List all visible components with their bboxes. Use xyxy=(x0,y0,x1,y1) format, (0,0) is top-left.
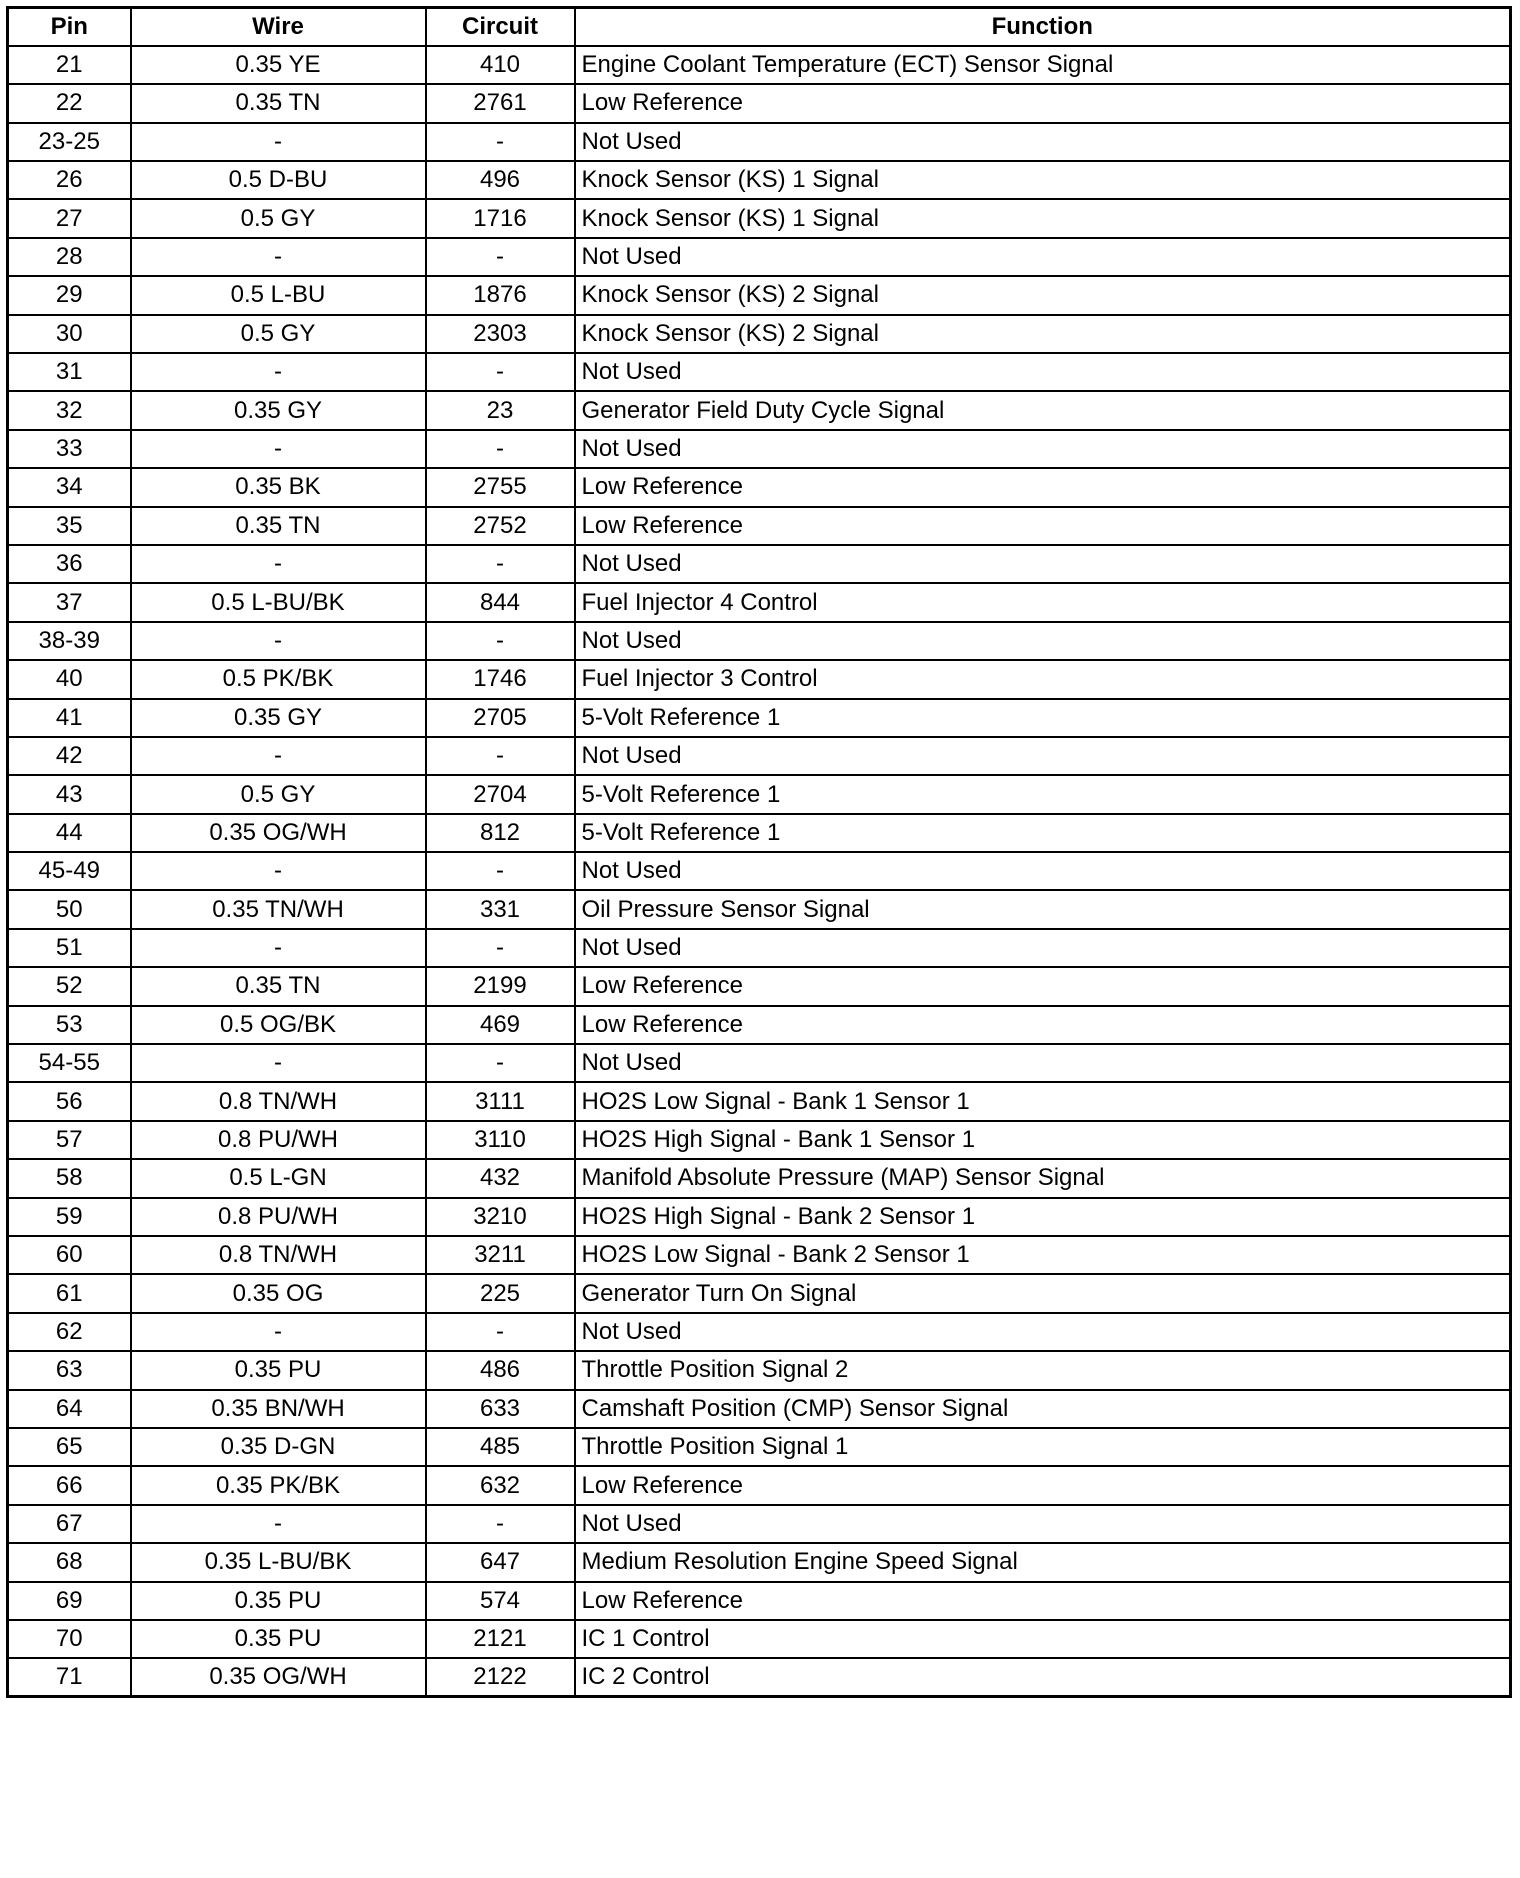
cell-pin: 28 xyxy=(8,238,131,276)
cell-function: Not Used xyxy=(575,430,1511,468)
cell-wire: 0.35 YE xyxy=(131,46,426,84)
cell-circuit: - xyxy=(426,353,575,391)
table-row xyxy=(8,622,1511,660)
cell-pin: 27 xyxy=(8,199,131,237)
table-row xyxy=(8,161,1511,199)
cell-function: Throttle Position Signal 1 xyxy=(575,1428,1511,1466)
cell-wire: - xyxy=(131,353,426,391)
cell-function: Low Reference xyxy=(575,468,1511,506)
cell-circuit: 3210 xyxy=(426,1198,575,1236)
cell-function: HO2S Low Signal - Bank 2 Sensor 1 xyxy=(575,1236,1511,1274)
cell-wire: 0.35 BK xyxy=(131,468,426,506)
cell-pin: 21 xyxy=(8,46,131,84)
cell-circuit: 647 xyxy=(426,1543,575,1581)
cell-pin: 70 xyxy=(8,1620,131,1658)
header-circuit: Circuit xyxy=(426,8,575,46)
table-row xyxy=(8,353,1511,391)
table-row xyxy=(8,929,1511,967)
cell-pin: 57 xyxy=(8,1121,131,1159)
cell-function: Not Used xyxy=(575,545,1511,583)
cell-wire: 0.8 PU/WH xyxy=(131,1198,426,1236)
cell-circuit: 3111 xyxy=(426,1082,575,1120)
cell-circuit: - xyxy=(426,430,575,468)
cell-circuit: 2752 xyxy=(426,507,575,545)
cell-function: Not Used xyxy=(575,353,1511,391)
cell-wire: 0.35 D-GN xyxy=(131,1428,426,1466)
table-header-row xyxy=(8,8,1511,46)
cell-pin: 51 xyxy=(8,929,131,967)
cell-circuit: 574 xyxy=(426,1582,575,1620)
cell-function: IC 2 Control xyxy=(575,1658,1511,1696)
cell-pin: 71 xyxy=(8,1658,131,1696)
cell-pin: 64 xyxy=(8,1390,131,1428)
cell-wire: 0.35 GY xyxy=(131,391,426,429)
cell-circuit: 2761 xyxy=(426,84,575,122)
cell-wire: 0.8 PU/WH xyxy=(131,1121,426,1159)
cell-pin: 36 xyxy=(8,545,131,583)
cell-pin: 58 xyxy=(8,1159,131,1197)
cell-pin: 53 xyxy=(8,1006,131,1044)
cell-function: Low Reference xyxy=(575,1582,1511,1620)
cell-function: Camshaft Position (CMP) Sensor Signal xyxy=(575,1390,1511,1428)
cell-circuit: 812 xyxy=(426,814,575,852)
cell-circuit: 225 xyxy=(426,1274,575,1312)
table-row xyxy=(8,1121,1511,1159)
table-row xyxy=(8,1044,1511,1082)
cell-circuit: 23 xyxy=(426,391,575,429)
cell-wire: 0.35 OG/WH xyxy=(131,814,426,852)
table-row xyxy=(8,468,1511,506)
cell-wire: - xyxy=(131,622,426,660)
table-row xyxy=(8,814,1511,852)
cell-wire: - xyxy=(131,430,426,468)
cell-function: Knock Sensor (KS) 1 Signal xyxy=(575,161,1511,199)
cell-function: HO2S High Signal - Bank 2 Sensor 1 xyxy=(575,1198,1511,1236)
table-row xyxy=(8,852,1511,890)
cell-wire: 0.5 L-GN xyxy=(131,1159,426,1197)
cell-circuit: 2755 xyxy=(426,468,575,506)
cell-function: Not Used xyxy=(575,1505,1511,1543)
cell-pin: 33 xyxy=(8,430,131,468)
table-row xyxy=(8,391,1511,429)
cell-wire: 0.35 PU xyxy=(131,1620,426,1658)
cell-circuit: 410 xyxy=(426,46,575,84)
cell-circuit: - xyxy=(426,622,575,660)
cell-pin: 43 xyxy=(8,775,131,813)
cell-pin: 32 xyxy=(8,391,131,429)
cell-wire: - xyxy=(131,545,426,583)
cell-circuit: - xyxy=(426,737,575,775)
cell-wire: 0.5 L-BU/BK xyxy=(131,583,426,621)
table-row xyxy=(8,199,1511,237)
cell-wire: 0.5 GY xyxy=(131,775,426,813)
table-row xyxy=(8,1658,1511,1696)
cell-circuit: 3110 xyxy=(426,1121,575,1159)
cell-function: IC 1 Control xyxy=(575,1620,1511,1658)
cell-wire: 0.8 TN/WH xyxy=(131,1082,426,1120)
cell-pin: 60 xyxy=(8,1236,131,1274)
header-wire: Wire xyxy=(131,8,426,46)
cell-pin: 50 xyxy=(8,890,131,928)
table-row xyxy=(8,84,1511,122)
cell-wire: 0.8 TN/WH xyxy=(131,1236,426,1274)
cell-function: Low Reference xyxy=(575,1006,1511,1044)
cell-pin: 38-39 xyxy=(8,622,131,660)
table-row xyxy=(8,123,1511,161)
cell-function: Not Used xyxy=(575,622,1511,660)
connector-pinout-table xyxy=(6,6,1512,1698)
cell-circuit: 2303 xyxy=(426,315,575,353)
table-row xyxy=(8,1198,1511,1236)
cell-pin: 41 xyxy=(8,699,131,737)
cell-wire: 0.35 TN xyxy=(131,507,426,545)
cell-circuit: - xyxy=(426,1313,575,1351)
cell-pin: 45-49 xyxy=(8,852,131,890)
cell-function: Not Used xyxy=(575,737,1511,775)
cell-function: 5-Volt Reference 1 xyxy=(575,699,1511,737)
cell-wire: 0.35 PK/BK xyxy=(131,1466,426,1504)
cell-circuit: 844 xyxy=(426,583,575,621)
cell-function: Not Used xyxy=(575,238,1511,276)
cell-function: Generator Turn On Signal xyxy=(575,1274,1511,1312)
cell-wire: - xyxy=(131,1313,426,1351)
table-body xyxy=(8,46,1511,1697)
cell-pin: 30 xyxy=(8,315,131,353)
cell-wire: 0.35 GY xyxy=(131,699,426,737)
header-function: Function xyxy=(575,8,1511,46)
table-row xyxy=(8,660,1511,698)
table-row xyxy=(8,46,1511,84)
cell-pin: 26 xyxy=(8,161,131,199)
cell-function: Not Used xyxy=(575,929,1511,967)
cell-function: Manifold Absolute Pressure (MAP) Sensor Signal xyxy=(575,1159,1511,1197)
table-row xyxy=(8,1428,1511,1466)
cell-function: Not Used xyxy=(575,123,1511,161)
cell-pin: 63 xyxy=(8,1351,131,1389)
table-row xyxy=(8,507,1511,545)
cell-pin: 54-55 xyxy=(8,1044,131,1082)
cell-wire: 0.35 BN/WH xyxy=(131,1390,426,1428)
table-row xyxy=(8,545,1511,583)
cell-wire: 0.35 PU xyxy=(131,1351,426,1389)
cell-pin: 44 xyxy=(8,814,131,852)
cell-function: 5-Volt Reference 1 xyxy=(575,814,1511,852)
cell-function: Generator Field Duty Cycle Signal xyxy=(575,391,1511,429)
cell-pin: 56 xyxy=(8,1082,131,1120)
cell-circuit: 2199 xyxy=(426,967,575,1005)
cell-function: HO2S High Signal - Bank 1 Sensor 1 xyxy=(575,1121,1511,1159)
cell-pin: 68 xyxy=(8,1543,131,1581)
cell-circuit: 331 xyxy=(426,890,575,928)
cell-function: Engine Coolant Temperature (ECT) Sensor Signal xyxy=(575,46,1511,84)
cell-circuit: 632 xyxy=(426,1466,575,1504)
table-row xyxy=(8,1159,1511,1197)
cell-circuit: 2121 xyxy=(426,1620,575,1658)
table-row xyxy=(8,430,1511,468)
cell-wire: 0.35 PU xyxy=(131,1582,426,1620)
cell-circuit: 485 xyxy=(426,1428,575,1466)
table-row xyxy=(8,1390,1511,1428)
cell-pin: 37 xyxy=(8,583,131,621)
cell-pin: 67 xyxy=(8,1505,131,1543)
cell-function: Throttle Position Signal 2 xyxy=(575,1351,1511,1389)
cell-function: Low Reference xyxy=(575,84,1511,122)
cell-pin: 23-25 xyxy=(8,123,131,161)
table-row xyxy=(8,1620,1511,1658)
cell-function: Fuel Injector 3 Control xyxy=(575,660,1511,698)
cell-function: Medium Resolution Engine Speed Signal xyxy=(575,1543,1511,1581)
cell-pin: 22 xyxy=(8,84,131,122)
cell-function: Oil Pressure Sensor Signal xyxy=(575,890,1511,928)
cell-function: Fuel Injector 4 Control xyxy=(575,583,1511,621)
cell-function: Knock Sensor (KS) 2 Signal xyxy=(575,315,1511,353)
cell-wire: 0.5 GY xyxy=(131,199,426,237)
cell-pin: 34 xyxy=(8,468,131,506)
cell-wire: 0.35 TN xyxy=(131,84,426,122)
cell-circuit: 432 xyxy=(426,1159,575,1197)
cell-wire: - xyxy=(131,123,426,161)
cell-wire: 0.35 L-BU/BK xyxy=(131,1543,426,1581)
cell-pin: 66 xyxy=(8,1466,131,1504)
cell-function: Not Used xyxy=(575,1044,1511,1082)
cell-pin: 59 xyxy=(8,1198,131,1236)
cell-wire: - xyxy=(131,737,426,775)
cell-function: Low Reference xyxy=(575,1466,1511,1504)
table-row xyxy=(8,1313,1511,1351)
table-row xyxy=(8,699,1511,737)
cell-circuit: 1716 xyxy=(426,199,575,237)
cell-wire: 0.5 L-BU xyxy=(131,276,426,314)
cell-circuit: - xyxy=(426,852,575,890)
cell-circuit: - xyxy=(426,1505,575,1543)
cell-pin: 31 xyxy=(8,353,131,391)
table-row xyxy=(8,276,1511,314)
cell-function: Knock Sensor (KS) 2 Signal xyxy=(575,276,1511,314)
table-row xyxy=(8,1582,1511,1620)
table-row xyxy=(8,1543,1511,1581)
cell-circuit: - xyxy=(426,238,575,276)
table-row xyxy=(8,1505,1511,1543)
table-row xyxy=(8,1006,1511,1044)
cell-circuit: 1876 xyxy=(426,276,575,314)
table-row xyxy=(8,315,1511,353)
cell-circuit: 2704 xyxy=(426,775,575,813)
cell-function: Low Reference xyxy=(575,967,1511,1005)
cell-pin: 61 xyxy=(8,1274,131,1312)
table-row xyxy=(8,1236,1511,1274)
table-row xyxy=(8,775,1511,813)
table-row xyxy=(8,737,1511,775)
cell-function: 5-Volt Reference 1 xyxy=(575,775,1511,813)
table-row xyxy=(8,1466,1511,1504)
cell-circuit: - xyxy=(426,545,575,583)
cell-wire: 0.5 D-BU xyxy=(131,161,426,199)
cell-circuit: 469 xyxy=(426,1006,575,1044)
cell-wire: 0.35 OG/WH xyxy=(131,1658,426,1696)
table-row xyxy=(8,1274,1511,1312)
cell-wire: 0.35 OG xyxy=(131,1274,426,1312)
cell-wire: 0.5 OG/BK xyxy=(131,1006,426,1044)
cell-function: Not Used xyxy=(575,1313,1511,1351)
table-row xyxy=(8,890,1511,928)
table-row xyxy=(8,583,1511,621)
cell-pin: 35 xyxy=(8,507,131,545)
cell-circuit: - xyxy=(426,123,575,161)
cell-wire: - xyxy=(131,852,426,890)
table-row xyxy=(8,1351,1511,1389)
cell-pin: 62 xyxy=(8,1313,131,1351)
cell-wire: 0.5 PK/BK xyxy=(131,660,426,698)
cell-circuit: 486 xyxy=(426,1351,575,1389)
cell-pin: 65 xyxy=(8,1428,131,1466)
cell-wire: 0.35 TN/WH xyxy=(131,890,426,928)
cell-wire: 0.5 GY xyxy=(131,315,426,353)
cell-wire: - xyxy=(131,238,426,276)
cell-circuit: 2122 xyxy=(426,1658,575,1696)
cell-pin: 69 xyxy=(8,1582,131,1620)
cell-circuit: 633 xyxy=(426,1390,575,1428)
cell-pin: 29 xyxy=(8,276,131,314)
cell-circuit: - xyxy=(426,1044,575,1082)
cell-function: Not Used xyxy=(575,852,1511,890)
cell-wire: - xyxy=(131,929,426,967)
cell-circuit: 3211 xyxy=(426,1236,575,1274)
cell-pin: 40 xyxy=(8,660,131,698)
cell-pin: 52 xyxy=(8,967,131,1005)
cell-circuit: 2705 xyxy=(426,699,575,737)
cell-pin: 42 xyxy=(8,737,131,775)
cell-circuit: 496 xyxy=(426,161,575,199)
cell-function: HO2S Low Signal - Bank 1 Sensor 1 xyxy=(575,1082,1511,1120)
cell-circuit: 1746 xyxy=(426,660,575,698)
cell-wire: - xyxy=(131,1505,426,1543)
header-pin: Pin xyxy=(8,8,131,46)
table-row xyxy=(8,238,1511,276)
cell-wire: - xyxy=(131,1044,426,1082)
cell-function: Knock Sensor (KS) 1 Signal xyxy=(575,199,1511,237)
cell-circuit: - xyxy=(426,929,575,967)
table-row xyxy=(8,967,1511,1005)
table-row xyxy=(8,1082,1511,1120)
cell-function: Low Reference xyxy=(575,507,1511,545)
cell-wire: 0.35 TN xyxy=(131,967,426,1005)
